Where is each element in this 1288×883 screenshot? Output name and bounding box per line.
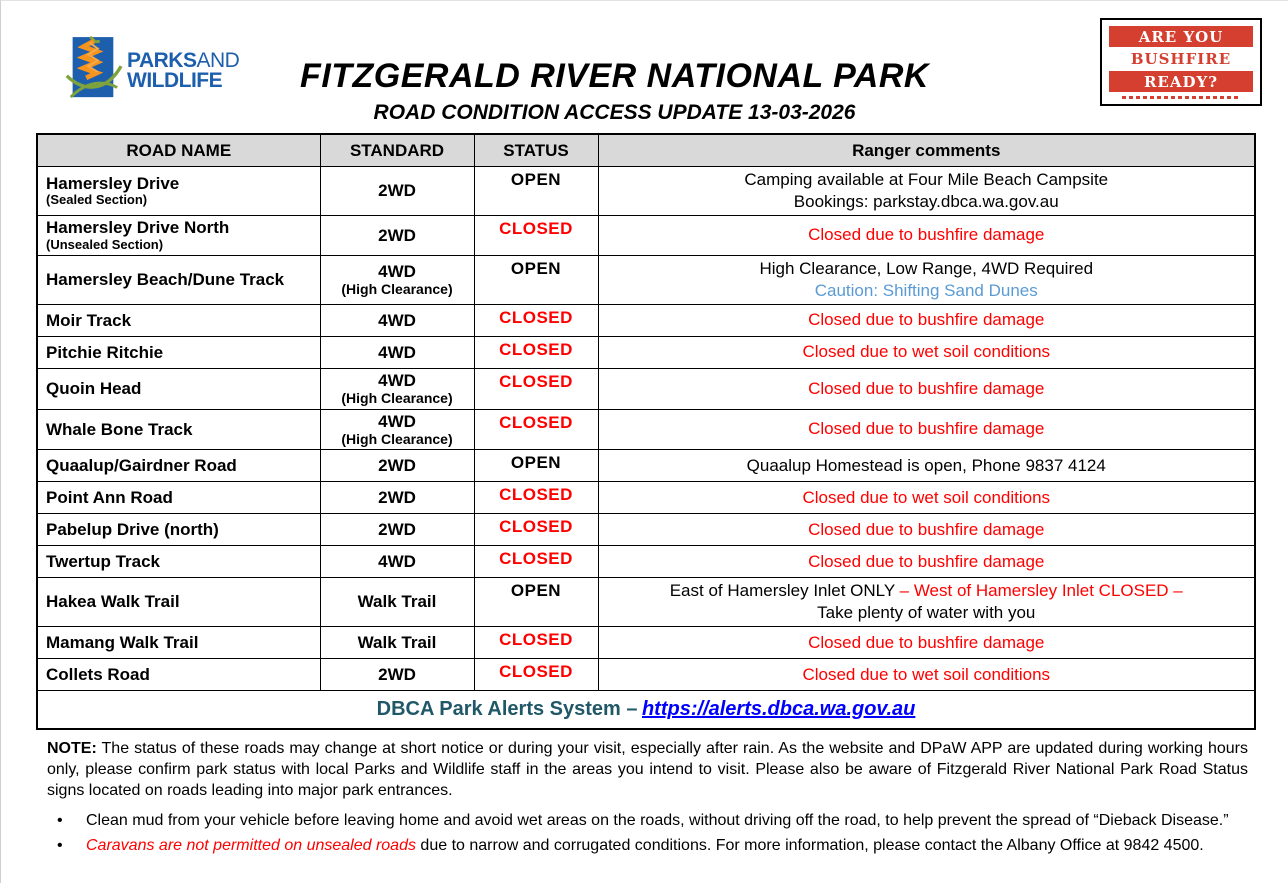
status-cell: CLOSED <box>474 336 598 368</box>
ranger-comment-cell <box>598 167 1255 216</box>
note-text: The status of these roads may change at short notice or during your visit, especially after rain. As the website and DPaW APP are updated during working hours only, please confirm park status with local Parks and Wildlife staff in the areas you intend to visit. Please also be aware of Fitzgerald River National Park Road Status signs located on roads leading into major park entrances. <box>47 740 1249 799</box>
notes-bullet-list <box>47 809 1248 859</box>
ranger-comment-cell <box>598 409 1255 450</box>
road-name-cell: Point Ann Road <box>37 482 320 514</box>
standard-cell: 2WD <box>320 167 474 216</box>
road-name-cell: Hamersley Beach/Dune Track <box>37 255 320 304</box>
standard-cell: 2WD <box>320 482 474 514</box>
standard-cell: 2WD <box>320 514 474 546</box>
comment-segment: East of Hamersley Inlet ONLY <box>669 581 900 601</box>
comment-segment: – West of Hamersley Inlet CLOSED – <box>899 581 1183 601</box>
table-row <box>37 368 1255 409</box>
comment-segment: Closed due to bushfire damage <box>808 419 1045 439</box>
page-subtitle: ROAD CONDITION ACCESS UPDATE 13-03-2026 <box>373 101 856 124</box>
alerts-system-link[interactable]: https://alerts.dbca.wa.gov.au <box>641 698 916 721</box>
badge-fine-print <box>1122 96 1240 99</box>
standard-cell: 4WD (High Clearance) <box>320 368 474 409</box>
ranger-comment-cell <box>598 627 1255 659</box>
ranger-comment-cell <box>598 368 1255 409</box>
standard-cell: 2WD <box>320 450 474 482</box>
ranger-comment-cell <box>598 450 1255 482</box>
note-bullet-item <box>47 834 1248 859</box>
road-name-cell: Hamersley Drive North (Unsealed Section) <box>37 216 320 255</box>
status-cell: OPEN <box>474 255 598 304</box>
road-conditions-table <box>36 133 1256 730</box>
ranger-comment-cell <box>598 659 1255 691</box>
status-cell: CLOSED <box>474 514 598 546</box>
status-cell: CLOSED <box>474 546 598 578</box>
road-name-cell: Mamang Walk Trail <box>37 627 320 659</box>
standard-cell: 2WD <box>320 659 474 691</box>
ranger-comment-cell <box>598 482 1255 514</box>
status-cell: CLOSED <box>474 368 598 409</box>
road-name-cell: Hakea Walk Trail <box>37 578 320 627</box>
comment-segment: Camping available at Four Mile Beach Campsite <box>744 170 1109 189</box>
ranger-comment-cell <box>598 336 1255 368</box>
col-header-status: STATUS <box>474 134 598 167</box>
comment-segment: due to narrow and corrugated conditions. For more information, please contact the Albany Office at 9842 4500. <box>415 837 1204 855</box>
ranger-comment-cell <box>598 546 1255 578</box>
status-cell: CLOSED <box>474 659 598 691</box>
ranger-comment-cell <box>598 578 1255 627</box>
table-row <box>37 578 1255 627</box>
comment-segment: Closed due to wet soil conditions <box>802 342 1051 362</box>
standard-cell: 4WD (High Clearance) <box>320 409 474 450</box>
bushfire-ready-badge <box>1100 18 1262 106</box>
comment-segment: Bookings: parkstay.dbca.wa.gov.au <box>793 192 1059 212</box>
note-bullet-item <box>47 809 1248 834</box>
ranger-comment-cell <box>598 255 1255 304</box>
alerts-footer-cell <box>37 691 1255 730</box>
status-cell: CLOSED <box>474 482 598 514</box>
comment-segment: High Clearance, Low Range, 4WD Required <box>759 258 1094 278</box>
comment-segment: Closed due to bushfire damage <box>808 519 1045 539</box>
table-row <box>37 546 1255 578</box>
page-title: FITZGERALD RIVER NATIONAL PARK <box>300 57 929 95</box>
comment-segment: Closed due to bushfire damage <box>808 551 1045 571</box>
table-row <box>37 659 1255 691</box>
comment-segment: Closed due to bushfire damage <box>808 310 1045 330</box>
comment-segment: Closed due to bushfire damage <box>808 632 1045 652</box>
standard-cell: Walk Trail <box>320 627 474 659</box>
comment-segment: Closed due to wet soil conditions <box>802 664 1051 684</box>
note-paragraph <box>47 739 1248 801</box>
table-row <box>37 336 1255 368</box>
table-row <box>37 514 1255 546</box>
alerts-system-label: DBCA Park Alerts System – <box>376 698 638 721</box>
note-label: NOTE: <box>47 740 97 757</box>
comment-segment: Closed due to bushfire damage <box>808 378 1045 398</box>
comment-segment: Caution: Shifting Sand Dunes <box>814 280 1038 300</box>
road-name-cell: Moir Track <box>37 304 320 336</box>
road-table-body <box>37 167 1255 691</box>
road-name-cell: Twertup Track <box>37 546 320 578</box>
comment-segment: Caravans are not permitted on unsealed roads <box>86 837 416 855</box>
badge-line-bushfire: BUSHFIRE <box>1109 50 1253 68</box>
logo-word-and: AND <box>196 49 240 73</box>
logo-word-parks: PARKS <box>127 49 197 73</box>
standard-cell: 4WD <box>320 336 474 368</box>
table-row <box>37 304 1255 336</box>
status-cell: OPEN <box>474 167 598 216</box>
status-cell: OPEN <box>474 450 598 482</box>
table-row <box>37 409 1255 450</box>
col-header-standard: STANDARD <box>320 134 474 167</box>
col-header-ranger-comments: Ranger comments <box>598 134 1255 167</box>
table-row <box>37 627 1255 659</box>
comment-segment: Closed due to bushfire damage <box>808 225 1045 245</box>
logo-flower-icon <box>61 33 123 109</box>
road-name-cell: Whale Bone Track <box>37 409 320 450</box>
standard-cell: 4WD (High Clearance) <box>320 255 474 304</box>
road-name-cell: Collets Road <box>37 659 320 691</box>
notes-section <box>47 739 1248 859</box>
status-cell: CLOSED <box>474 627 598 659</box>
ranger-comment-cell <box>598 514 1255 546</box>
badge-line-ready: READY? <box>1109 71 1253 92</box>
road-name-cell: Pitchie Ritchie <box>37 336 320 368</box>
comment-segment: Closed due to wet soil conditions <box>802 487 1051 507</box>
badge-line-are-you: ARE YOU <box>1109 26 1253 47</box>
road-name-cell: Quaalup/Gairdner Road <box>37 450 320 482</box>
comment-segment: Take plenty of water with you <box>817 603 1036 623</box>
table-row <box>37 482 1255 514</box>
logo-word-wildlife: WILDLIFE <box>127 69 223 92</box>
standard-cell: 2WD <box>320 216 474 255</box>
road-name-cell: Quoin Head <box>37 368 320 409</box>
comment-segment: Clean mud from your vehicle before leaving home and avoid wet areas on the roads, without driving off the road, to help prevent the spread of “Dieback Disease.” <box>86 812 1229 830</box>
alerts-footer-row <box>37 691 1255 730</box>
status-cell: OPEN <box>474 578 598 627</box>
status-cell: CLOSED <box>474 304 598 336</box>
road-name-cell: Hamersley Drive (Sealed Section) <box>37 167 320 216</box>
col-header-road-name: ROAD NAME <box>37 134 320 167</box>
ranger-comment-cell <box>598 304 1255 336</box>
status-cell: CLOSED <box>474 216 598 255</box>
standard-cell: 4WD <box>320 304 474 336</box>
table-row <box>37 450 1255 482</box>
standard-cell: 4WD <box>320 546 474 578</box>
ranger-comment-cell <box>598 216 1255 255</box>
road-name-cell: Pabelup Drive (north) <box>37 514 320 546</box>
status-cell: CLOSED <box>474 409 598 450</box>
comment-segment: Quaalup Homestead is open, Phone 9837 4124 <box>746 455 1106 475</box>
title-block <box>121 57 1108 125</box>
table-row <box>37 255 1255 304</box>
table-header-row <box>37 134 1255 167</box>
table-row <box>37 216 1255 255</box>
table-row <box>37 167 1255 216</box>
standard-cell: Walk Trail <box>320 578 474 627</box>
